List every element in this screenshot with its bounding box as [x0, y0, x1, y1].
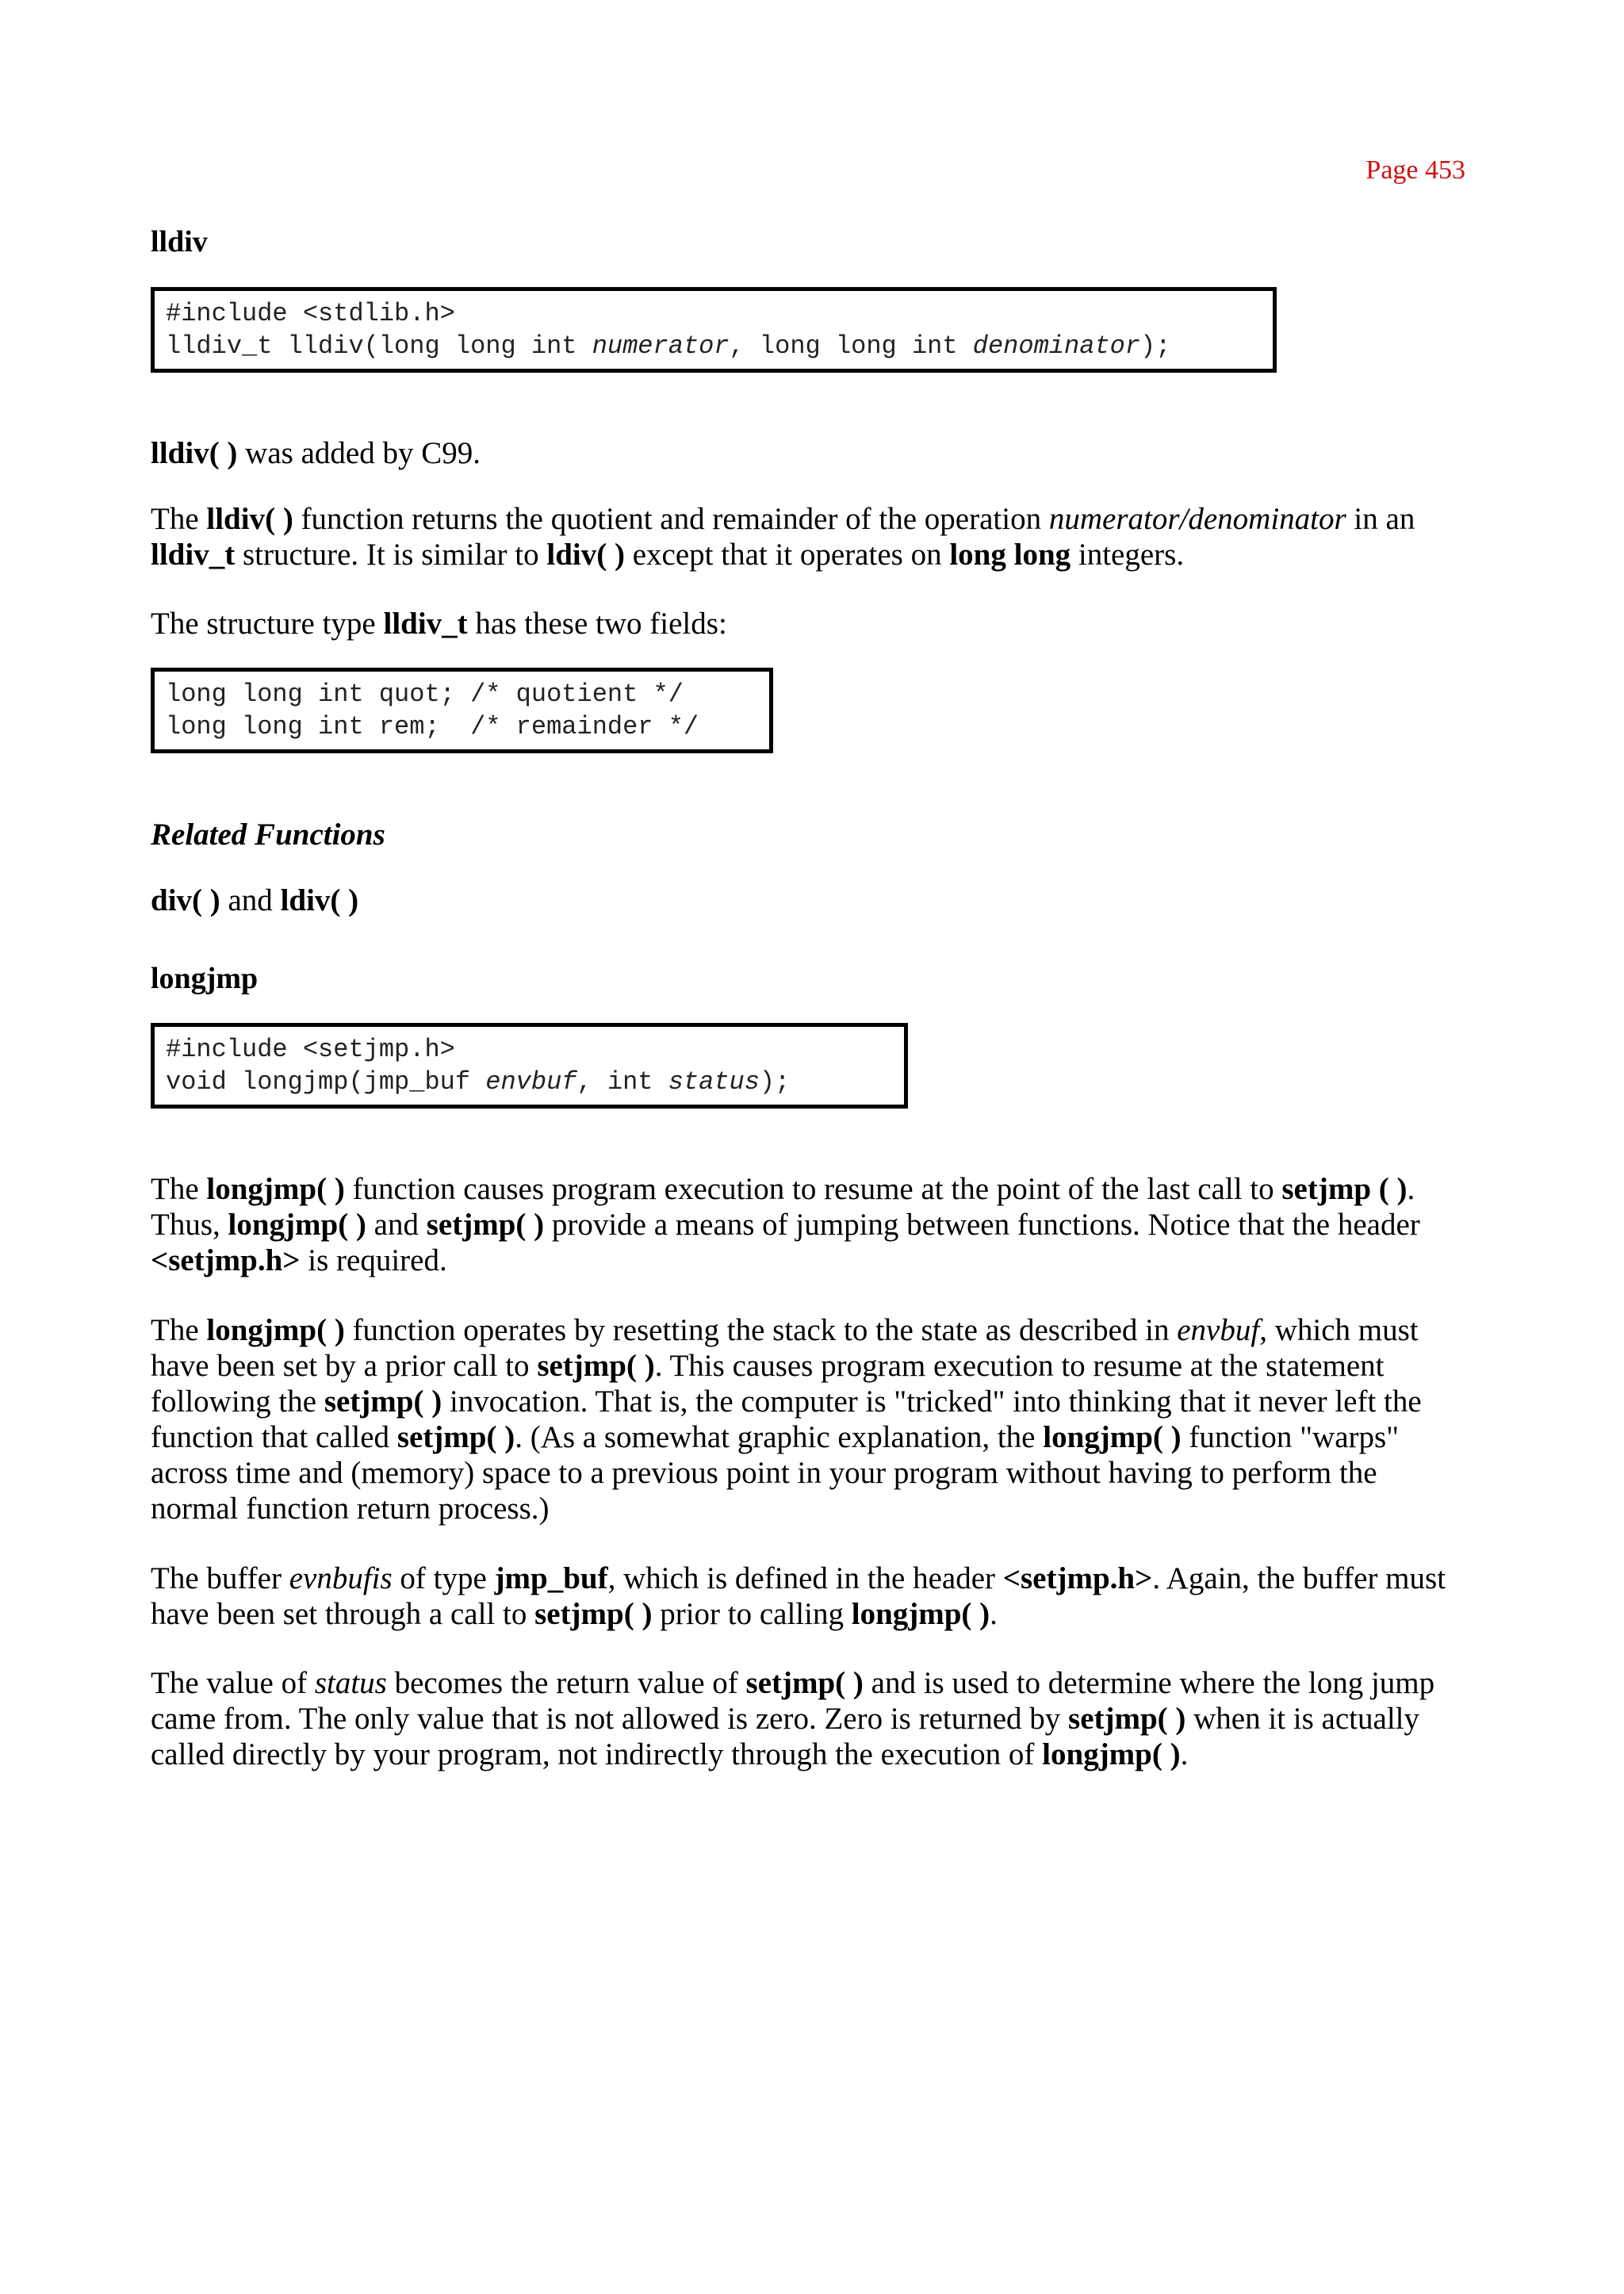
- param-envbuf: envbuf: [485, 1067, 577, 1097]
- param-numerator: numerator: [592, 331, 730, 361]
- related-functions-heading: Related Functions: [151, 818, 385, 852]
- longjmp-intro-paragraph: The longjmp( ) function causes program execution to resume at the point of the last call to setjmp ( ). Thus, longjmp( ) and setjmp( ) provide a means of jumping between functions. Notice that the header <setjmp.h> is required.: [151, 1172, 1420, 1277]
- related-functions-list: div( ) and ldiv( ): [151, 883, 359, 917]
- longjmp-prototype-code: #include <setjmp.h> void longjmp(jmp_buf envbuf, int status);: [151, 1023, 908, 1109]
- code-line: long long int rem; /* remainder */: [166, 712, 699, 741]
- longjmp-status-paragraph: The value of status becomes the return value of setjmp( ) and is used to determine where the long jump came from. The only value that is not allowed is zero. Zero is returned by setjmp( ) when it is actually called directly by your program, not indirectly through the execution of longjmp( ).: [151, 1666, 1435, 1771]
- param-status: status: [668, 1067, 760, 1097]
- code-line: lldiv_t lldiv(long long int: [166, 331, 592, 361]
- longjmp-heading: longjmp: [151, 962, 259, 995]
- lldiv-structure-paragraph: The structure type lldiv_t has these two fields:: [151, 607, 727, 641]
- page-number: Page 453: [1365, 155, 1465, 185]
- longjmp-operation-paragraph: The longjmp( ) function operates by resetting the stack to the state as described in envbuf, which must have been set by a prior call to setjmp( ). This causes program execution to resume at the statement following the setjmp( ) invocation. That is, the computer is "tricked" into thinking that it never left the function that called setjmp( ). (As a somewhat graphic explanation, the longjmp( ) function "warps" across time and (memory) space to a previous point in your program without having to perform the normal function return process.): [151, 1313, 1422, 1526]
- param-denominator: denominator: [972, 331, 1140, 361]
- code-line: void longjmp(jmp_buf: [166, 1067, 486, 1097]
- lldiv-added-paragraph: lldiv( ) was added by C99.: [151, 436, 481, 470]
- code-line: #include <setjmp.h>: [166, 1035, 455, 1064]
- longjmp-buffer-paragraph: The buffer evnbufis of type jmp_buf, which is defined in the header <setjmp.h>. Again, the buffer must have been set through a call to setjmp( ) prior to calling longjmp( ).: [151, 1561, 1446, 1631]
- lldiv-description-paragraph: The lldiv( ) function returns the quotient and remainder of the operation numerator/denominator in an lldiv_t structure. It is similar to ldiv( ) except that it operates on long long integers.: [151, 502, 1415, 572]
- lldiv-heading: lldiv: [151, 225, 208, 259]
- code-line: #include <stdlib.h>: [166, 299, 455, 328]
- lldiv-fields-code: [151, 668, 773, 753]
- code-line: long long int quot; /* quotient */: [166, 680, 684, 709]
- lldiv-prototype-code: #include <stdlib.h> lldiv_t lldiv(long long int numerator, long long int denominator);: [151, 287, 1277, 373]
